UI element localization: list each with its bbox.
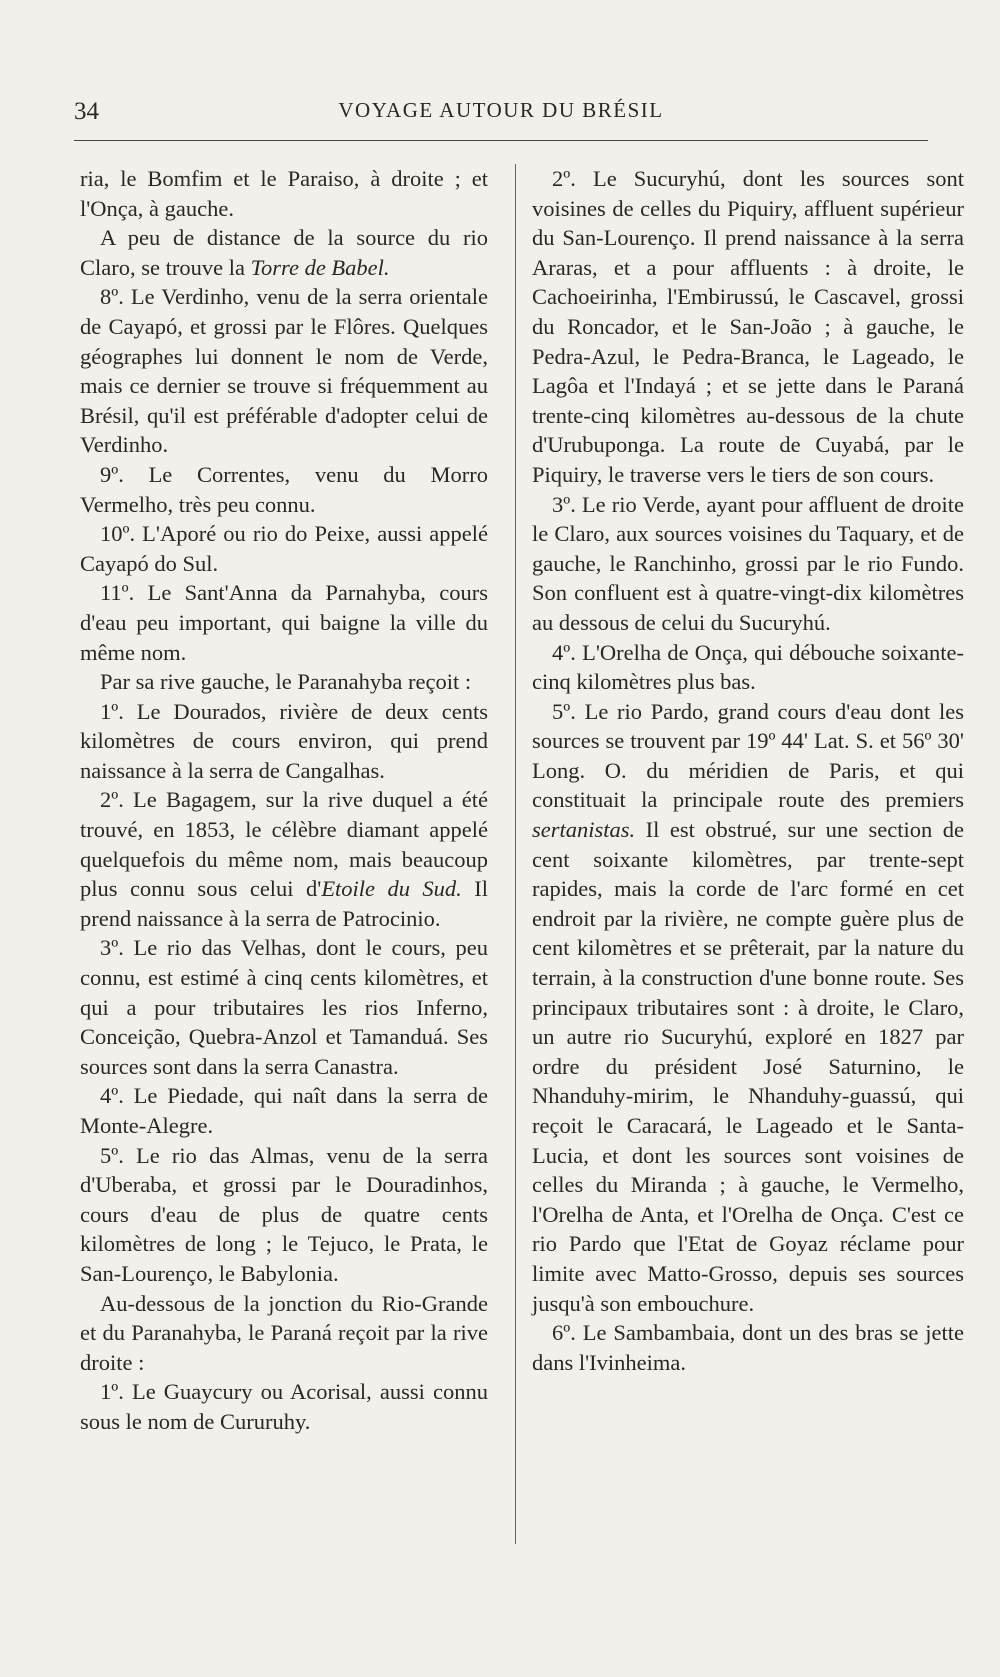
- paragraph: 2º. Le Sucuryhú, dont les sources sont voisines de celles du Piquiry, affluent supérieur du San-Lourenço. Il prend naissance à la serra Araras, et a pour affluents : à droite, le Cachoeirinha, l'Embirussú, le Cascavel, grossi du Roncador, et le San-João ; à gauche, le Pedra-Azul, le Pedra-Branca, le Lageado, le Lagôa et l'Indayá ; et se jette dans le Paraná trente-cinq kilomètres au-dessous de la chute d'Urubuponga. La route de Cuyabá, par le Piquiry, le traverse vers le tiers de son cours.: [532, 166, 964, 487]
- paragraph: 5º. Le rio das Almas, venu de la serra d'Uberaba, et grossi par le Douradinhos, cours d'eau de plus de quatre cents kilomètres de long ; le Tejuco, le Prata, le San-Lourenço, le Babylonia.: [80, 1142, 488, 1286]
- column-divider: [515, 164, 516, 1544]
- italic-text: Etoile du Sud.: [321, 876, 462, 902]
- paragraph: 9º. Le Correntes, venu du Morro Vermelho, très peu connu.: [80, 461, 488, 517]
- paragraph: [80, 785, 488, 933]
- paragraph: [532, 697, 964, 1318]
- paragraph: ria, le Bomfim et le Paraiso, à droite ; et l'Onça, à gauche.: [80, 166, 488, 221]
- paragraph: Par sa rive gauche, le Paranahyba reçoit :: [100, 669, 472, 695]
- page-number: 34: [74, 98, 99, 125]
- paragraph: 1º. Le Guaycury ou Acorisal, aussi connu sous le nom de Cururuhy.: [80, 1379, 488, 1434]
- paragraph: 4º. Le Piedade, qui naît dans la serra de Monte-Alegre.: [80, 1083, 488, 1138]
- left-column: [80, 164, 488, 1437]
- page-header: [74, 90, 928, 150]
- right-column: [532, 164, 964, 1377]
- italic-text: Torre de Babel.: [250, 254, 390, 280]
- paragraph-text: Il prend naissance à la serra de Patrocinio.: [80, 876, 488, 931]
- paragraph: 3º. Le rio Verde, ayant pour affluent de droite le Claro, aux sources voisines du Taquary, et de gauche, le Ranchinho, grossi par le rio Fundo. Son confluent est à quatre-vingt-dix kilomètres au dessous de celui du Sucuryhú.: [532, 491, 964, 635]
- running-title: VOYAGE AUTOUR DU BRÉSIL: [338, 98, 664, 122]
- paragraph-text: A peu de distance de la source du rio Claro, se trouve la: [80, 225, 488, 280]
- paragraph: 8º. Le Verdinho, venu de la serra orientale de Cayapó, et grossi par le Flôres. Quelques géographes lui donnent le nom de Verde, mais ce dernier se trouve si fréquemment au Brésil, qu'il est préférable d'adopter celui de Verdinho.: [80, 284, 488, 458]
- paragraph: 1º. Le Dourados, rivière de deux cents kilomètres de cours environ, qui prend naissance à la serra de Cangalhas.: [80, 698, 488, 783]
- paragraph: 11º. Le Sant'Anna da Parnahyba, cours d'eau peu important, qui baigne la ville du même nom.: [80, 580, 488, 665]
- paragraph-text: Il est obstrué, sur une section de cent soixante kilomètres, par trente-sept rapides, mais la corde de l'arc formé en cet endroit par la rivière, ne compte guère plus de cent kilomètres et se prêterait, par la nature du terrain, à la construction d'une bonne route. Ses principaux tributaires sont : à droite, le Claro, un autre rio Sucuryhú, exploré en 1827 par ordre du président José Saturnino, le Nhanduhy-mirim, le Nhanduhy-guassú, qui reçoit le Caracará, le Lageado et le Santa-Lucia, et dont les sources sont voisines de celles du Miranda ; à gauche, le Vermelho, l'Orelha de Anta, et l'Orelha de Onça. C'est ce rio Pardo que l'Etat de Goyaz réclame pour limite avec Matto-Grosso, depuis ses sources jusqu'à son embouchure.: [532, 817, 964, 1316]
- paragraph: 3º. Le rio das Velhas, dont le cours, peu connu, est estimé à cinq cents kilomètres, et qui a pour tributaires les rios Inferno, Conceição, Quebra-Anzol et Tamanduá. Ses sources sont dans la serra Canastra.: [80, 935, 488, 1079]
- header-rule: [74, 140, 928, 141]
- paragraph: Au-dessous de la jonction du Rio-Grande et du Paranahyba, le Paraná reçoit par la rive droite :: [80, 1290, 488, 1375]
- paragraph: 10º. L'Aporé ou rio do Peixe, aussi appelé Cayapó do Sul.: [80, 521, 488, 576]
- paragraph: [80, 223, 488, 282]
- paragraph-text: 5º. Le rio Pardo, grand cours d'eau dont les sources se trouvent par 19º 44' Lat. S. et 56º 30' Long. O. du méridien de Paris, et qui constituait la principale route des premiers: [532, 698, 964, 813]
- paragraph-text: 2º. Le Bagagem, sur la rive duquel a été trouvé, en 1853, le célèbre diamant appelé quelquefois du même nom, mais beaucoup plus connu sous celui d': [80, 787, 488, 902]
- paragraph: 6º. Le Sambambaia, dont un des bras se jette dans l'Ivinheima.: [532, 1320, 964, 1375]
- italic-text: sertanistas.: [532, 817, 636, 843]
- paragraph: 4º. L'Orelha de Onça, qui débouche soixante-cinq kilomètres plus bas.: [532, 639, 964, 695]
